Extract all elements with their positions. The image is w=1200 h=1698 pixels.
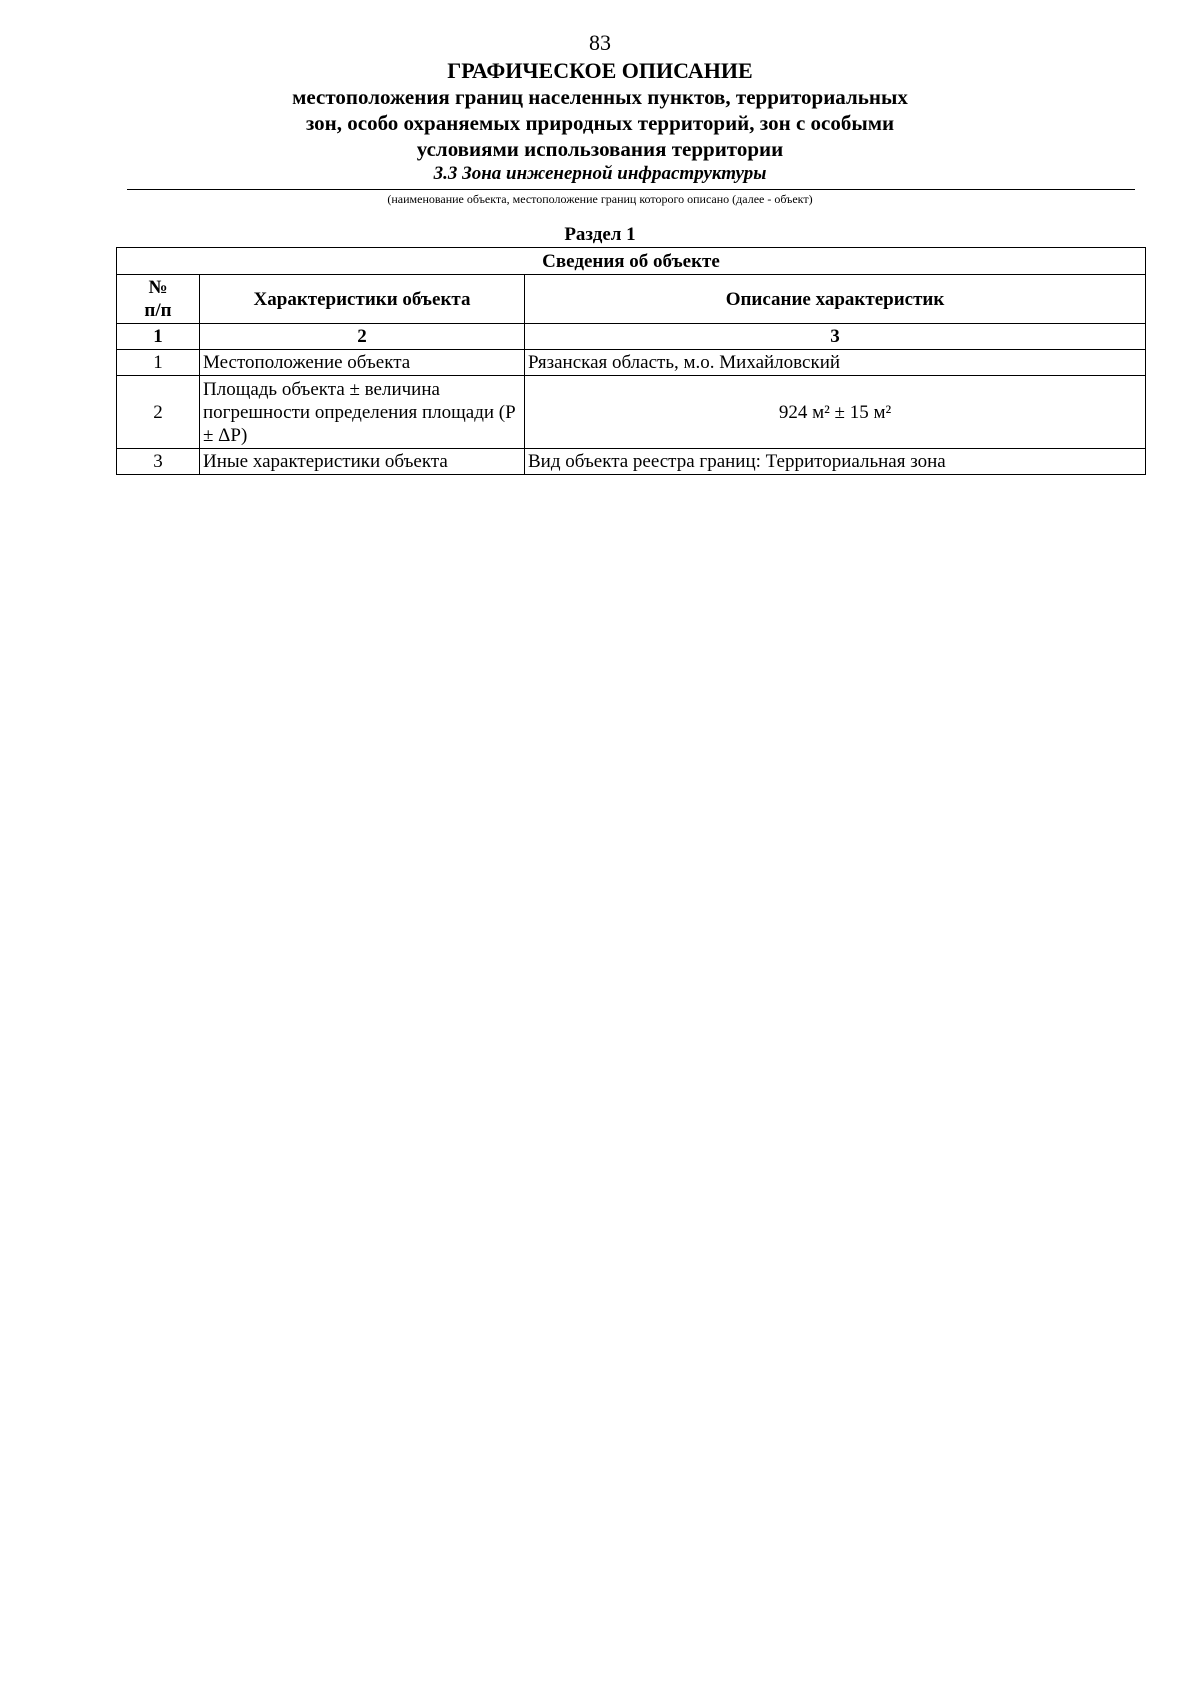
table-caption: Сведения об объекте bbox=[117, 248, 1146, 275]
row-description: Вид объекта реестра границ: Территориальная зона bbox=[525, 449, 1146, 475]
column-number-row bbox=[117, 324, 1146, 350]
object-name: 3.3 Зона инженерной инфраструктуры bbox=[433, 163, 767, 184]
header-characteristic: Характеристики объекта bbox=[200, 275, 525, 324]
document-title: ГРАФИЧЕСКОЕ ОПИСАНИЕ bbox=[447, 58, 753, 83]
row-characteristic: Площадь объекта ± величина погрешности определения площади (P ± ΔP) bbox=[200, 376, 525, 449]
section-title: Раздел 1 bbox=[564, 224, 636, 245]
subtitle-line: местоположения границ населенных пунктов, территориальных bbox=[292, 85, 908, 109]
table-row bbox=[117, 449, 1146, 475]
document-subtitle bbox=[0, 84, 1200, 162]
column-number: 3 bbox=[525, 324, 1146, 350]
table-row bbox=[117, 376, 1146, 449]
row-description: Рязанская область, м.о. Михайловский bbox=[525, 350, 1146, 376]
row-characteristic: Иные характеристики объекта bbox=[200, 449, 525, 475]
table-header-row bbox=[117, 275, 1146, 324]
object-name-underline bbox=[127, 189, 1135, 190]
row-number: 1 bbox=[117, 350, 200, 376]
subtitle-line: зон, особо охраняемых природных территорий, зон с особыми bbox=[305, 111, 895, 135]
row-number: 2 bbox=[117, 376, 200, 449]
header-description: Описание характеристик bbox=[525, 275, 1146, 324]
row-number: 3 bbox=[117, 449, 200, 475]
subtitle-line: условиями использования территории bbox=[416, 137, 784, 161]
table-row bbox=[117, 350, 1146, 376]
column-number: 2 bbox=[200, 324, 525, 350]
row-description: 924 м² ± 15 м² bbox=[525, 376, 1146, 449]
row-characteristic: Местоположение объекта bbox=[200, 350, 525, 376]
object-info-table bbox=[116, 247, 1146, 475]
column-number: 1 bbox=[117, 324, 200, 350]
header-number-label: № п/п bbox=[144, 277, 172, 321]
object-caption: (наименование объекта, местоположение границ которого описано (далее - объект) bbox=[387, 192, 813, 206]
header-number bbox=[117, 275, 200, 324]
table-caption-row bbox=[117, 248, 1146, 275]
page-number: 83 bbox=[589, 30, 611, 55]
